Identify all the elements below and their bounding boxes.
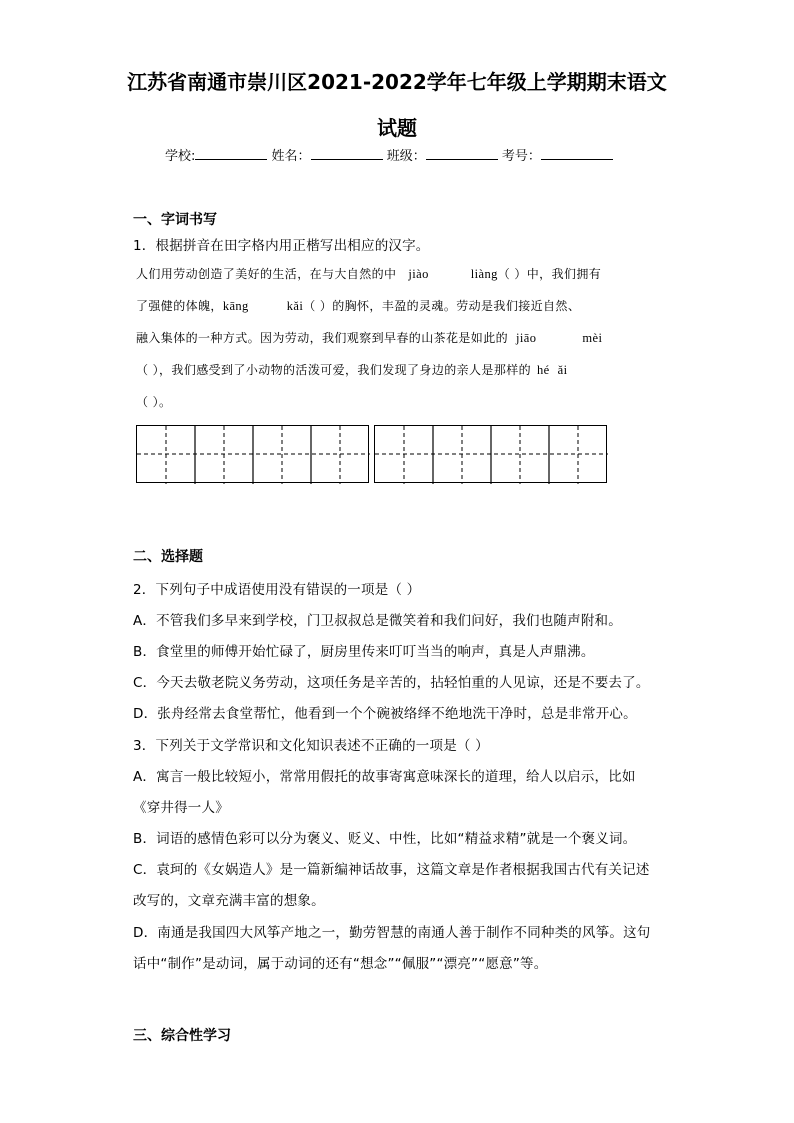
q3-option-d-cont[interactable]: 话中“制作”是动词，属于动词的还有“想念”“佩服”“漂亮”“愿意”等。 [133,956,548,972]
passage-text: 融入集体的一种方式。因为劳动，我们观察到早春的山茶花是如此的 [136,331,509,345]
passage-text: 人们用劳动创造了美好的生活，在与大自然的中 [136,267,397,281]
question-3: 3．下列关于文学常识和文化知识表述不正确的一项是（ ） [133,738,489,754]
question-1: 1．根据拼音在田字格内用正楷写出相应的汉字。 [133,238,430,254]
question-2: 2．下列句子中成语使用没有错误的一项是（ ） [133,582,421,598]
page-title-line2: 试题 [377,116,417,140]
student-info-line [165,145,613,164]
pinyin: kāng [222,299,249,313]
passage-line-1 [136,265,601,282]
tianzige-grid-right[interactable] [374,425,607,483]
q3-option-c-cont[interactable]: 改写的，文章充满丰富的想象。 [133,893,325,909]
q3-option-a-cont[interactable]: 《穿井得一人》 [133,800,229,816]
school-label: 学校: [165,149,196,164]
pinyin: liàng [470,267,498,281]
section-heading-3: 三、综合性学习 [133,1028,231,1044]
name-blank[interactable] [311,147,383,160]
q2-option-d[interactable]: D．张舟经常去食堂帮忙，他看到一个个碗被络绎不绝地洗干净时，总是非常开心。 [133,706,637,722]
section-heading-1: 一、字词书写 [133,212,217,228]
q3-option-b[interactable]: B．词语的感情色彩可以分为褒义、贬义、中性，比如“精益求精”就是一个褒义词。 [133,831,637,847]
passage-text: （ ）中，我们拥有 [497,267,602,281]
passage-line-3 [136,329,602,346]
passage-text: （ ）的胸怀，丰盈的灵魂。劳动是我们接近自然、 [303,299,581,313]
q3-option-a[interactable]: A．寓言一般比较短小，常常用假托的故事寄寓意味深长的道理，给人以启示，比如 [133,769,636,785]
passage-line-2 [136,297,580,314]
tianzige-grid-left[interactable] [136,425,369,483]
number-blank[interactable] [541,147,613,160]
section-heading-2: 二、选择题 [133,549,203,565]
name-label: 姓名： [271,149,311,164]
passage-text: （ ），我们感受到了小动物的活泼可爱，我们发现了身边的亲人是那样的 [136,363,532,377]
grid-lines [375,426,608,484]
pinyin: jiào [408,267,429,281]
pinyin: kǎi [286,299,304,313]
class-blank[interactable] [426,147,498,160]
passage-text: （ ）。 [136,395,172,409]
q2-option-c[interactable]: C．今天去敬老院义务劳动，这项任务是辛苦的，拈轻怕重的人见谅，还是不要去了。 [133,675,650,691]
q2-option-b[interactable]: B．食堂里的师傅开始忙碌了，厨房里传来叮叮当当的响声，真是人声鼎沸。 [133,644,595,660]
number-label: 考号： [501,149,541,164]
pinyin: ǎi [557,363,568,377]
grid-lines [137,426,370,484]
q2-option-a[interactable]: A．不管我们多早来到学校，门卫叔叔总是微笑着和我们问好，我们也随声附和。 [133,613,622,629]
q3-option-c[interactable]: C．袁珂的《女娲造人》是一篇新编神话故事，这篇文章是作者根据我国古代有关记述 [133,862,650,878]
page-title: 江苏省南通市崇川区2021-2022学年七年级上学期期末语文 [127,70,667,94]
passage-line-5 [136,393,171,410]
pinyin: hé [537,363,550,377]
class-label: 班级： [386,149,426,164]
passage-text: 了强健的体魄， [136,299,223,313]
pinyin: mèi [582,331,603,345]
q3-option-d[interactable]: D．南通是我国四大风筝产地之一，勤劳智慧的南通人善于制作不同种类的风筝。这句 [133,925,651,941]
school-blank[interactable] [195,147,267,160]
pinyin: jiāo [516,331,537,345]
passage-line-4 [136,361,567,378]
